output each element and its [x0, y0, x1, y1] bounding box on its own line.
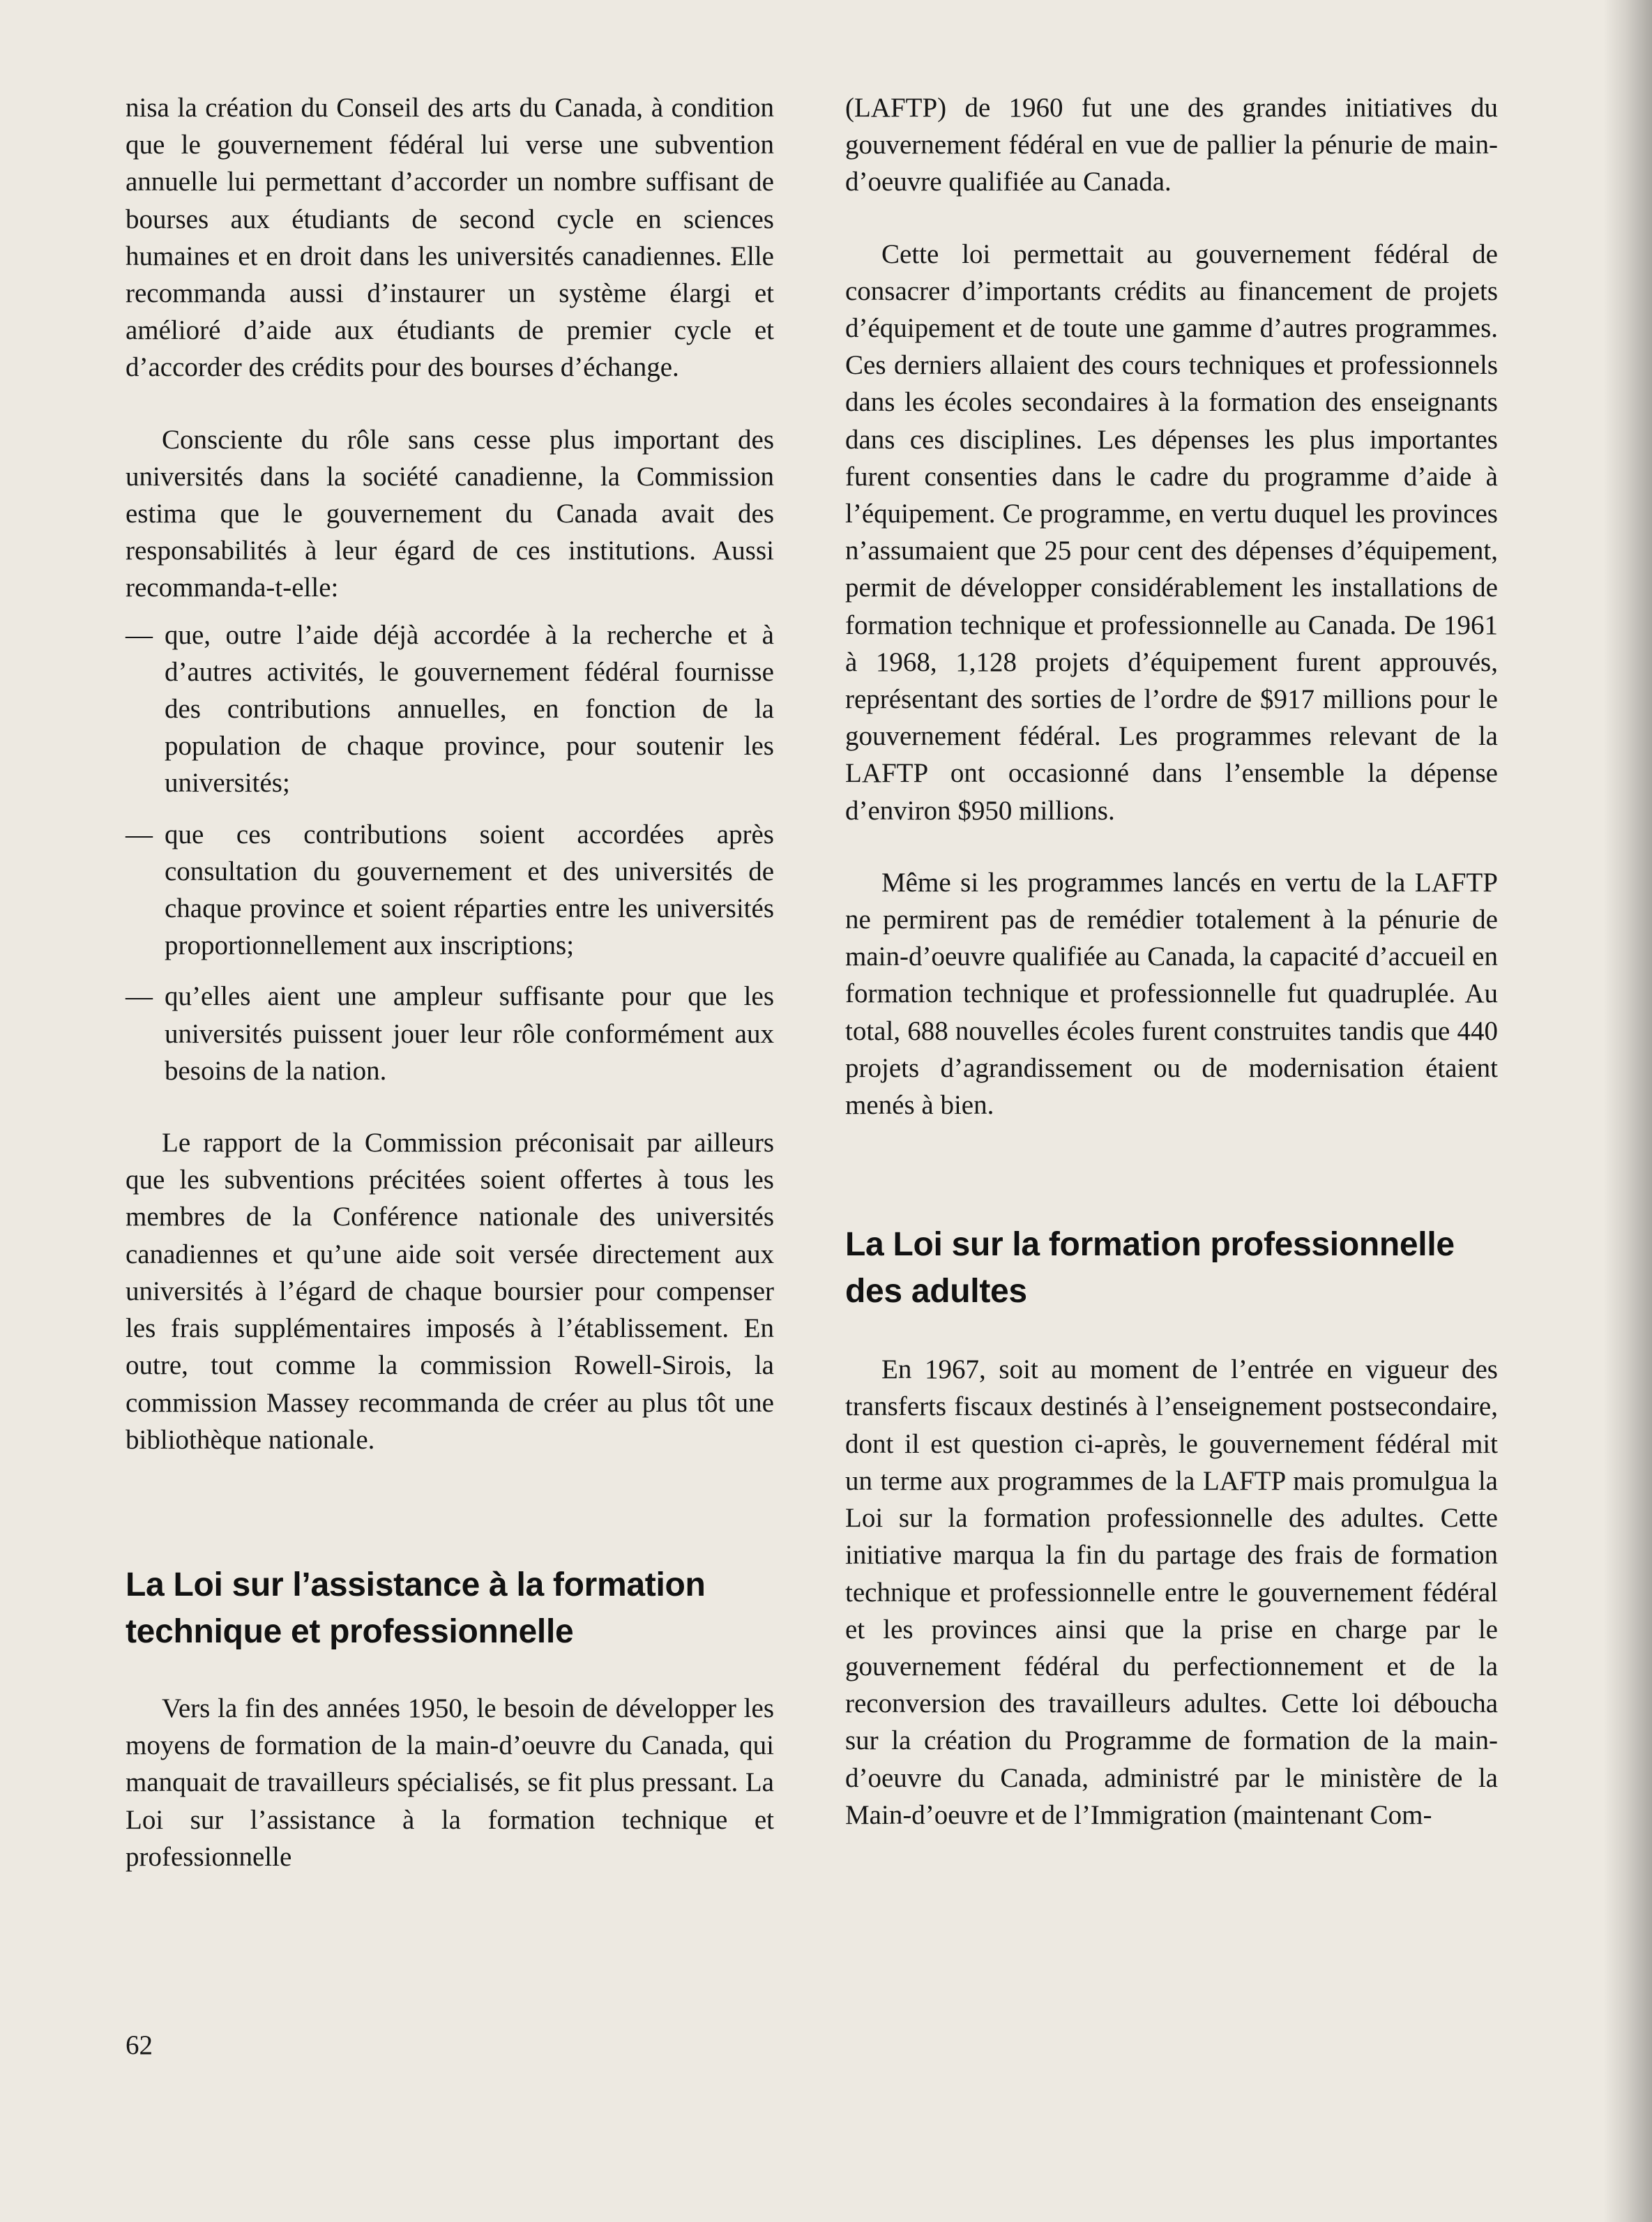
list-item [126, 617, 774, 802]
list-item-text: que ces contributions soient accordées après consultation du gouvernement et des universités de chaque province et soient réparties entre les universités proportionnellement aux inscriptions; [165, 819, 774, 961]
left-column [126, 89, 774, 1875]
list-item-text: qu’elles aient une ampleur suffisante pour que les universités puissent jouer leur rôle conformément aux besoins de la nation. [165, 981, 774, 1086]
left-paragraph-1: nisa la création du Conseil des arts du Canada, à condition que le gouvernement fédéral lui verse une subvention annuelle lui permettant d’accorder un nombre suffisant de bourses aux étudiants de second cycle en sciences humaines et en droit dans les universités canadiennes. Elle recommanda aussi d’instaurer un système élargi et amélioré d’aide aux étudiants de premier cycle et d’accorder des crédits pour des bourses d’échange. [126, 93, 774, 383]
left-paragraph-2: Consciente du rôle sans cesse plus important des universités dans la société canadienne, la Commission estima que le gouvernement du Canada avait des responsabilités à leur égard de ces institutions. Aussi recommanda-t-elle: [126, 424, 774, 603]
right-paragraph-2: Cette loi permettait au gouvernement fédéral de consacrer d’importants crédits au financement de projets d’équipement et de toute une gamme d’autres programmes. Ces derniers allaient des cours techniques et professionnels dans les écoles secondaires à la formation des enseignants dans ces disciplines. Les dépenses les plus importantes furent consenties dans le cadre du programme d’aide à l’équipement. Ce programme, en vertu duquel les provinces n’assumaient que 25 pour cent des dépenses d’équipement, permit de développer considérablement les installations de formation technique et professionnelle au Canada. De 1961 à 1968, 1,128 projets d’équipement furent approuvés, représentant des sorties de l’ordre de $917 millions pour le gouvernement fédéral. Les programmes relevant de la LAFTP ont occasionné dans l’ensemble la dépense d’environ $950 millions. [845, 239, 1498, 826]
list-item-text: que, outre l’aide déjà accordée à la recherche et à d’autres activités, le gouvernement fédéral fournisse des contributions annuelles, en fonction de la population de chaque province, pour soutenir les universités; [165, 619, 774, 799]
right-paragraph-4: En 1967, soit au moment de l’entrée en vigueur des transferts fiscaux destinés à l’enseignement postsecondaire, dont il est question ci-après, le gouvernement fédéral mit un terme aux programmes de la LAFTP mais promulgua la Loi sur la formation professionnelle des adultes. Cette initiative marqua la fin du partage des frais de formation technique et professionnelle entre le gouvernement fédéral et les provinces ainsi que la prise en charge par le gouvernement fédéral du perfectionnement et de la reconversion des travailleurs adultes. Cette loi déboucha sur la création du Programme de formation de la main-d’oeuvre du Canada, administré par le ministère de la Main-d’oeuvre et de l’Immigration (maintenant Com- [845, 1354, 1498, 1830]
dash-mark: — [126, 981, 153, 1012]
right-paragraph-1: (LAFTP) de 1960 fut une des grandes initiatives du gouvernement fédéral en vue de pallier la pénurie de main-d’oeuvre qualifiée au Canada. [845, 93, 1498, 197]
section-heading-adult-training: La Loi sur la formation professionnelle des adultes [845, 1226, 1455, 1310]
left-paragraph-4: Vers la fin des années 1950, le besoin de développer les moyens de formation de la main-d’oeuvre du Canada, qui manquait de travailleurs spécialisés, se fit plus pressant. La Loi sur l’assistance à la formation technique et professionnelle [126, 1693, 774, 1872]
list-item [126, 978, 774, 1089]
left-paragraph-3: Le rapport de la Commission préconisait par ailleurs que les subventions précitées soient offertes à tous les membres de la Conférence nationale des universités canadiennes et qu’une aide soit versée directement aux universités à l’égard de chaque boursier pour compenser les frais supplémentaires imposés à l’établissement. En outre, tout comme la commission Rowell-Sirois, la commission Massey recommanda de créer au plus tôt une bibliothèque nationale. [126, 1128, 774, 1455]
right-column [845, 89, 1498, 1834]
dash-mark: — [126, 819, 153, 849]
dash-mark: — [126, 619, 153, 650]
list-item [126, 816, 774, 965]
right-paragraph-3: Même si les programmes lancés en vertu de la LAFTP ne permirent pas de remédier totalement à la pénurie de main-d’oeuvre qualifiée au Canada, la capacité d’accueil en formation technique et professionnelle fut quadruplée. Au total, 688 nouvelles écoles furent construites tandis que 440 projets d’agrandissement ou de modernisation étaient menés à bien. [845, 867, 1498, 1121]
recommendation-list [126, 617, 774, 1089]
page-edge-shadow [1603, 0, 1652, 2222]
page-number: 62 [126, 2030, 153, 2060]
section-heading-laftp: La Loi sur l’assistance à la formation technique et professionnelle [126, 1566, 706, 1650]
